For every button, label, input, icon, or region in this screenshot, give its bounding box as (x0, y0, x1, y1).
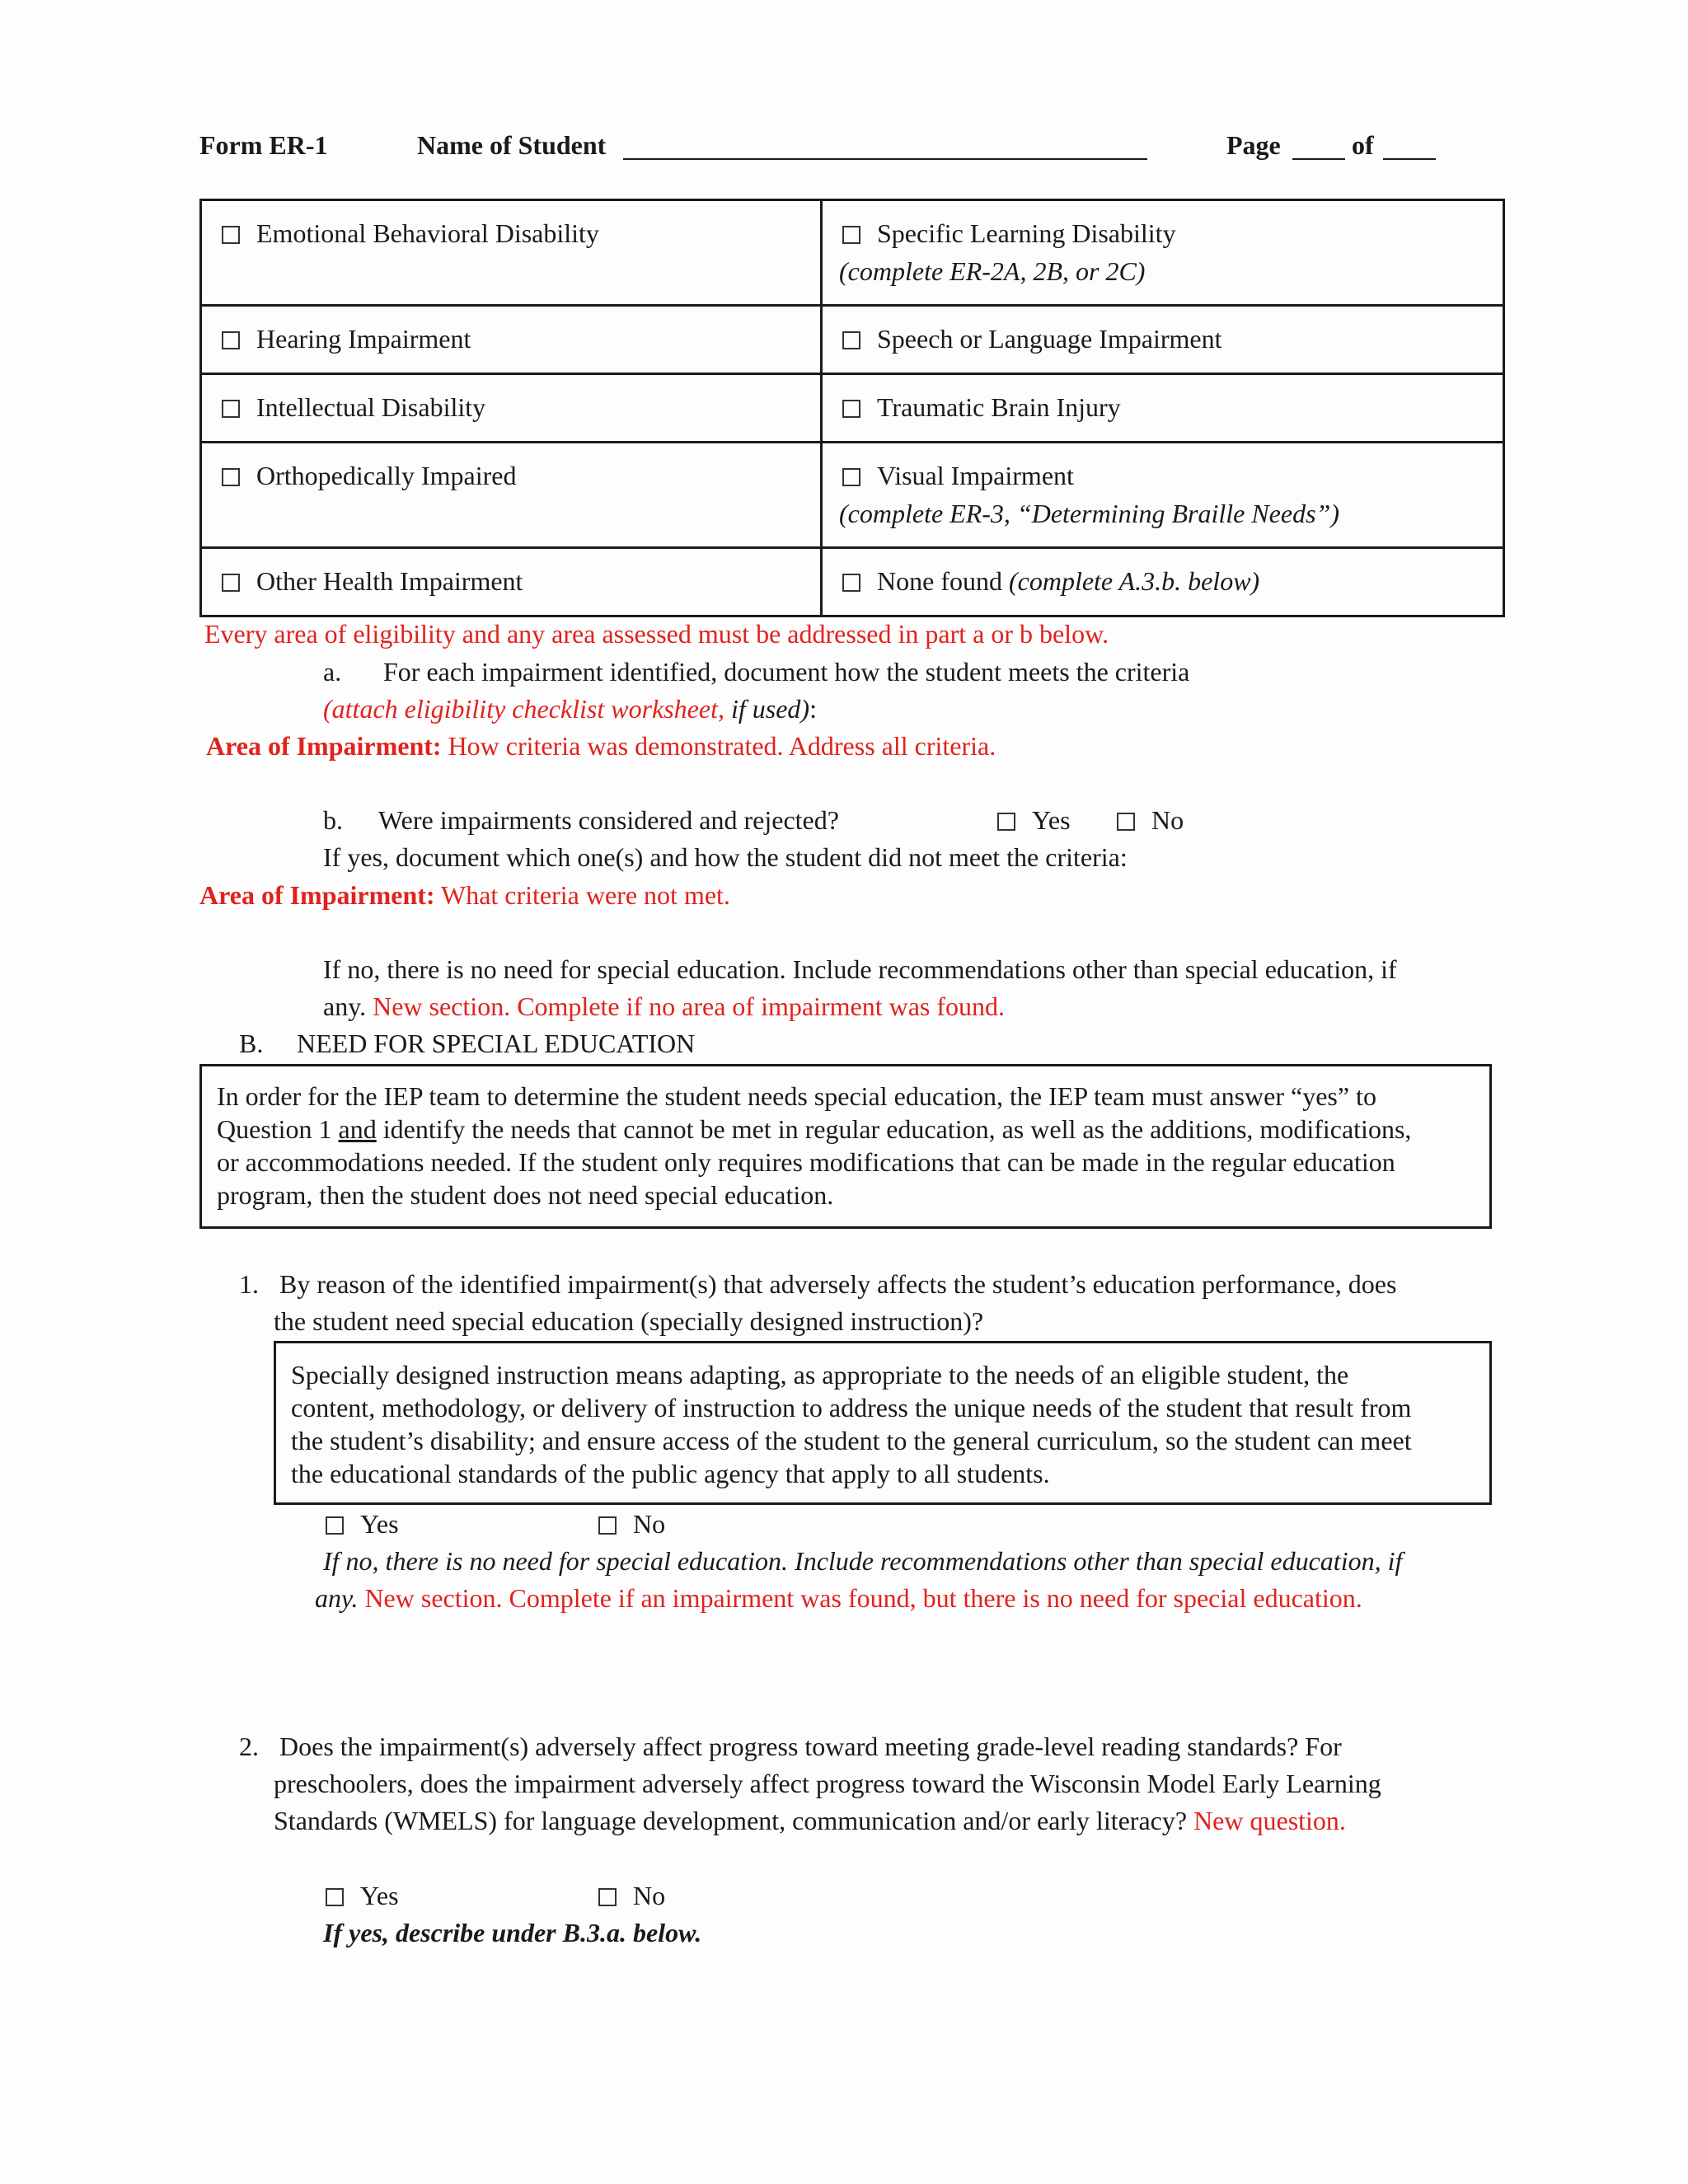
definition-line: the student’s disability; and ensure access of the student to the general curriculum, so the student can meet (291, 1426, 1412, 1455)
item-b-yes-option[interactable] (997, 801, 1071, 839)
area-impairment-b (199, 876, 730, 914)
any-text: any. (315, 1583, 359, 1613)
checkbox[interactable] (222, 468, 240, 486)
checkbox[interactable] (842, 574, 860, 592)
disability-label: Emotional Behavioral Disability (256, 218, 599, 248)
checkbox[interactable] (842, 331, 860, 349)
checkbox[interactable] (326, 1516, 344, 1535)
box-line (217, 1113, 1489, 1146)
of-label: of (1352, 130, 1374, 160)
area-label: Area of Impairment: (206, 731, 442, 761)
question-2-line2: preschoolers, does the impairment adversely affect progress toward the Wisconsin Model Early Learning (274, 1769, 1381, 1798)
checkbox[interactable] (598, 1888, 617, 1906)
question-2-line1: Does the impairment(s) adversely affect progress toward meeting grade-level reading standards? For (279, 1732, 1342, 1761)
disability-cell (822, 200, 1504, 306)
item-a-attach (323, 690, 817, 728)
q2-yes-option[interactable] (326, 1877, 399, 1915)
box-underline: and (338, 1114, 377, 1144)
disability-cell (201, 200, 822, 306)
item-a-text: For each impairment identified, document how the student meets the criteria (383, 657, 1190, 687)
section-b-label: B. (239, 1029, 264, 1058)
disability-cell (201, 443, 822, 548)
question-2-number: 2. (239, 1732, 259, 1761)
definition-line: the educational standards of the public agency that apply to all students. (291, 1459, 1050, 1488)
box-text: Question 1 (217, 1114, 339, 1144)
disability-cell (822, 306, 1504, 374)
table-row (201, 443, 1504, 548)
question-1-line1: By reason of the identified impairment(s) that adversely affects the student’s education performance, does (279, 1269, 1397, 1299)
page-total-field[interactable] (1383, 134, 1436, 160)
new-section-note: New section. Complete if no area of impairment was found. (373, 991, 1006, 1021)
table-row (201, 374, 1504, 443)
disability-cell (201, 548, 822, 616)
checkbox[interactable] (997, 813, 1015, 831)
eligibility-note: Every area of eligibility and any area assessed must be addressed in part a or b below. (204, 619, 1109, 649)
disability-cell (822, 443, 1504, 548)
disability-cell (201, 306, 822, 374)
no-label: No (1151, 805, 1184, 835)
page-number-field[interactable] (1292, 134, 1345, 160)
box-line: or accommodations needed. If the student only requires modifications that can be made in the regular education (217, 1147, 1395, 1177)
definition-line: content, methodology, or delivery of instruction to address the unique needs of the student that result from (291, 1393, 1412, 1422)
yes-label: Yes (360, 1881, 399, 1910)
disability-cell (822, 374, 1504, 443)
checkbox[interactable] (222, 400, 240, 418)
q1-no-option[interactable] (598, 1505, 665, 1543)
new-section-note: New section. Complete if an impairment was found, but there is no need for special education. (364, 1583, 1362, 1613)
disability-label: Visual Impairment (877, 461, 1074, 490)
disability-label: Traumatic Brain Injury (877, 392, 1121, 422)
new-question-note: New question. (1193, 1806, 1346, 1835)
disability-note: (complete ER-3, “Determining Braille Needs”) (839, 499, 1339, 528)
checkbox[interactable] (842, 226, 860, 244)
ifno-line2 (323, 987, 1005, 1025)
form-id: Form ER-1 (199, 130, 328, 160)
area-impairment-a (206, 727, 996, 765)
no-label: No (633, 1509, 666, 1539)
any-text: any. (323, 991, 367, 1021)
box-line: program, then the student does not need special education. (217, 1180, 834, 1210)
disability-cell (822, 548, 1504, 616)
table-row (201, 200, 1504, 306)
attach-worksheet-link: (attach eligibility checklist worksheet, (323, 694, 724, 724)
area-instruction: How criteria was demonstrated. Address all criteria. (448, 731, 996, 761)
checkbox[interactable] (842, 400, 860, 418)
disability-label: Other Health Impairment (256, 566, 523, 596)
question-1-number: 1. (239, 1269, 259, 1299)
student-name-field[interactable] (623, 134, 1147, 160)
area-instruction: What criteria were not met. (440, 880, 730, 910)
page-label: Page (1226, 130, 1281, 160)
checkbox[interactable] (222, 331, 240, 349)
disability-cell (201, 374, 822, 443)
disability-checklist (199, 199, 1505, 617)
checkbox[interactable] (1117, 813, 1135, 831)
q1-ifno-line2 (315, 1579, 1362, 1617)
disability-note: (complete ER-2A, 2B, or 2C) (839, 256, 1146, 286)
definition-line: Specially designed instruction means adapting, as appropriate to the needs of an eligible student, the (291, 1360, 1349, 1390)
disability-note: (complete A.3.b. below) (1008, 566, 1260, 596)
item-b-label: b. (323, 805, 343, 835)
if-used-note: if used) (724, 694, 810, 724)
q2-no-option[interactable] (598, 1877, 665, 1915)
section-b-title: NEED FOR SPECIAL EDUCATION (297, 1029, 696, 1058)
checkbox[interactable] (222, 226, 240, 244)
box-line: In order for the IEP team to determine the student needs special education, the IEP team must answer “yes” to (217, 1081, 1376, 1111)
table-row (201, 306, 1504, 374)
yes-label: Yes (1032, 805, 1071, 835)
iep-instructions-box (199, 1064, 1492, 1229)
student-name-label: Name of Student (417, 130, 607, 160)
q1-ifno-line1: If no, there is no need for special education. Include recommendations other than special education, if (323, 1546, 1403, 1576)
question-text: Standards (WMELS) for language development, communication and/or early literacy? (274, 1806, 1188, 1835)
checkbox[interactable] (842, 468, 860, 486)
checkbox[interactable] (598, 1516, 617, 1535)
disability-label: Specific Learning Disability (877, 218, 1176, 248)
sdi-definition-box (274, 1341, 1492, 1505)
ifno-line1: If no, there is no need for special education. Include recommendations other than special education, if (323, 954, 1397, 984)
disability-label: Orthopedically Impaired (256, 461, 517, 490)
item-b-ifyes: If yes, document which one(s) and how the student did not meet the criteria: (323, 842, 1128, 872)
disability-label: Hearing Impairment (256, 324, 471, 354)
area-label: Area of Impairment: (199, 880, 435, 910)
no-label: No (633, 1881, 666, 1910)
question-2-line3 (274, 1802, 1346, 1840)
disability-label: None found (877, 566, 1002, 596)
table-row (201, 548, 1504, 616)
question-1-line2: the student need special education (specially designed instruction)? (274, 1306, 984, 1336)
checkbox[interactable] (222, 574, 240, 592)
colon: : (809, 694, 817, 724)
q1-yes-option[interactable] (326, 1505, 399, 1543)
box-text: identify the needs that cannot be met in regular education, as well as the additions, modifications, (376, 1114, 1412, 1144)
checkbox[interactable] (326, 1888, 344, 1906)
yes-label: Yes (360, 1509, 399, 1539)
q2-ifyes-note: If yes, describe under B.3.a. below. (323, 1918, 702, 1947)
item-a-label: a. (323, 657, 342, 687)
item-b-no-option[interactable] (1117, 801, 1184, 839)
disability-label: Intellectual Disability (256, 392, 486, 422)
disability-label: Speech or Language Impairment (877, 324, 1222, 354)
item-b-text: Were impairments considered and rejected? (378, 805, 839, 835)
